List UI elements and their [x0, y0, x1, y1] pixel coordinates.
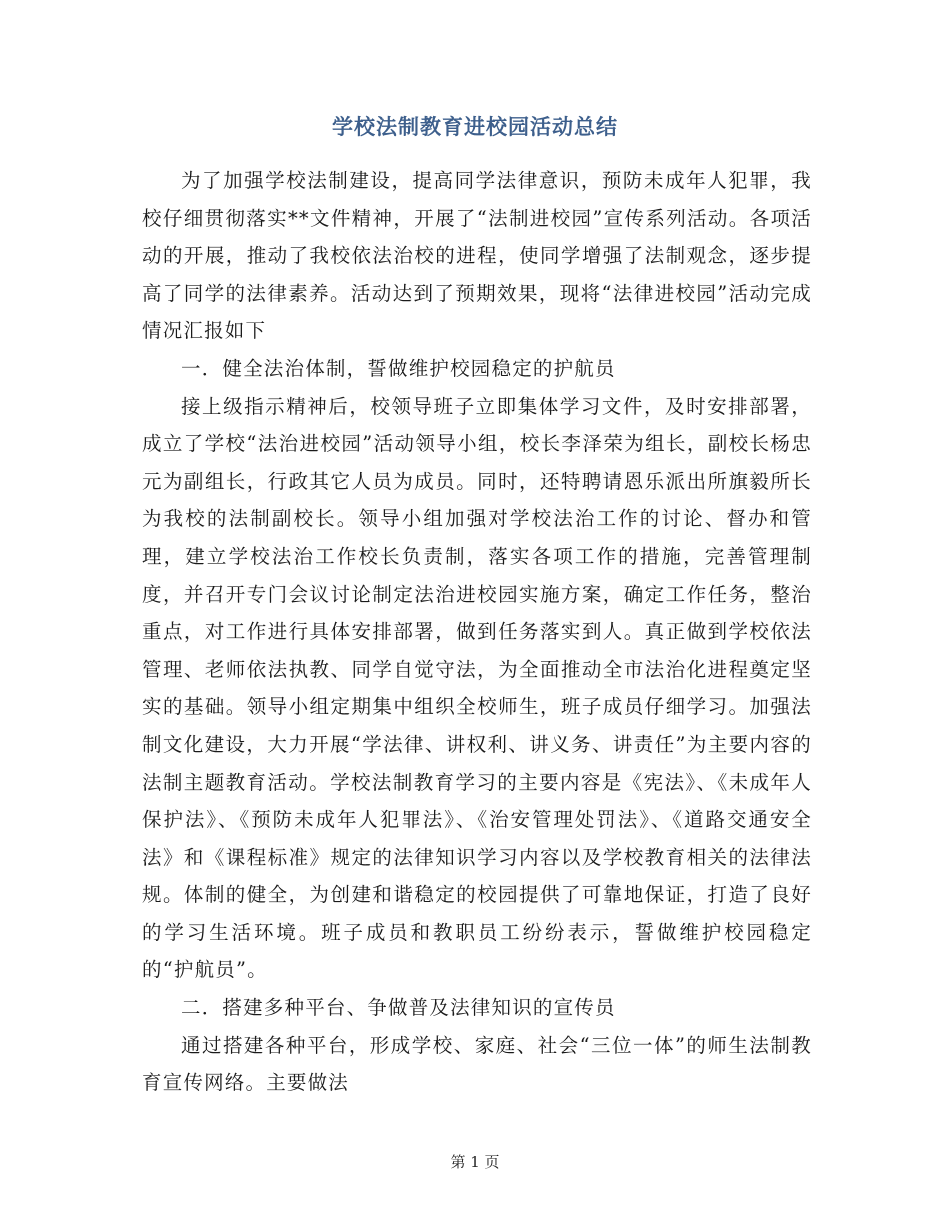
- section-heading-1: 一．健全法治体制，誓做维护校园稳定的护航员: [181, 356, 616, 380]
- document-title: 学校法制教育进校园活动总结: [332, 114, 618, 139]
- document-body: [142, 162, 812, 1102]
- section-2-paragraph: 通过搭建各种平台，形成学校、家庭、社会“三位一体”的师生法制教育宣传网络。主要做法: [142, 1033, 812, 1095]
- section-1-paragraph: 接上级指示精神后，校领导班子立即集体学习文件，及时安排部署，成立了学校“法治进校园”活动领导小组，校长李泽荣为组长，副校长杨忠元为副组长，行政其它人员为成员。同时，还特聘请恩乐派出所旗毅所长为我校的法制副校长。领导小组加强对学校法治工作的讨论、督办和管理，建立学校法治工作校长负责制，落实各项工作的措施，完善管理制度，并召开专门会议讨论制定法治进校园实施方案，确定工作任务，整治重点，对工作进行具体安排部署，做到任务落实到人。真正做到学校依法管理、老师依法执教、同学自觉守法，为全面推动全市法治化进程奠定坚实的基础。领导小组定期集中组织全校师生，班子成员仔细学习。加强法制文化建设，大力开展“学法律、讲权利、讲义务、讲责任”为主要内容的法制主题教育活动。学校法制教育学习的主要内容是《宪法》、《未成年人保护法》、《预防未成年人犯罪法》、《治安管理处罚法》、《道路交通安全法》和《课程标准》规定的法律知识学习内容以及学校教育相关的法律法规。体制的健全，为创建和谐稳定的校园提供了可靠地保证，打造了良好的学习生活环境。班子成员和教职员工纷纷表示，誓做维护校园稳定的“护航员”。: [142, 394, 812, 982]
- section-heading-2: 二．搭建多种平台、争做普及法律知识的宣传员: [181, 996, 616, 1020]
- intro-paragraph: 为了加强学校法制建设，提高同学法律意识，预防未成年人犯罪，我校仔细贯彻落实**文件精神，开展了“法制进校园”宣传系列活动。各项活动的开展，推动了我校依法治校的进程，使同学增强了法制观念，逐步提高了同学的法律素养。活动达到了预期效果，现将“法律进校园”活动完成情况汇报如下: [142, 169, 812, 343]
- page-number: 第 1 页: [450, 1153, 500, 1171]
